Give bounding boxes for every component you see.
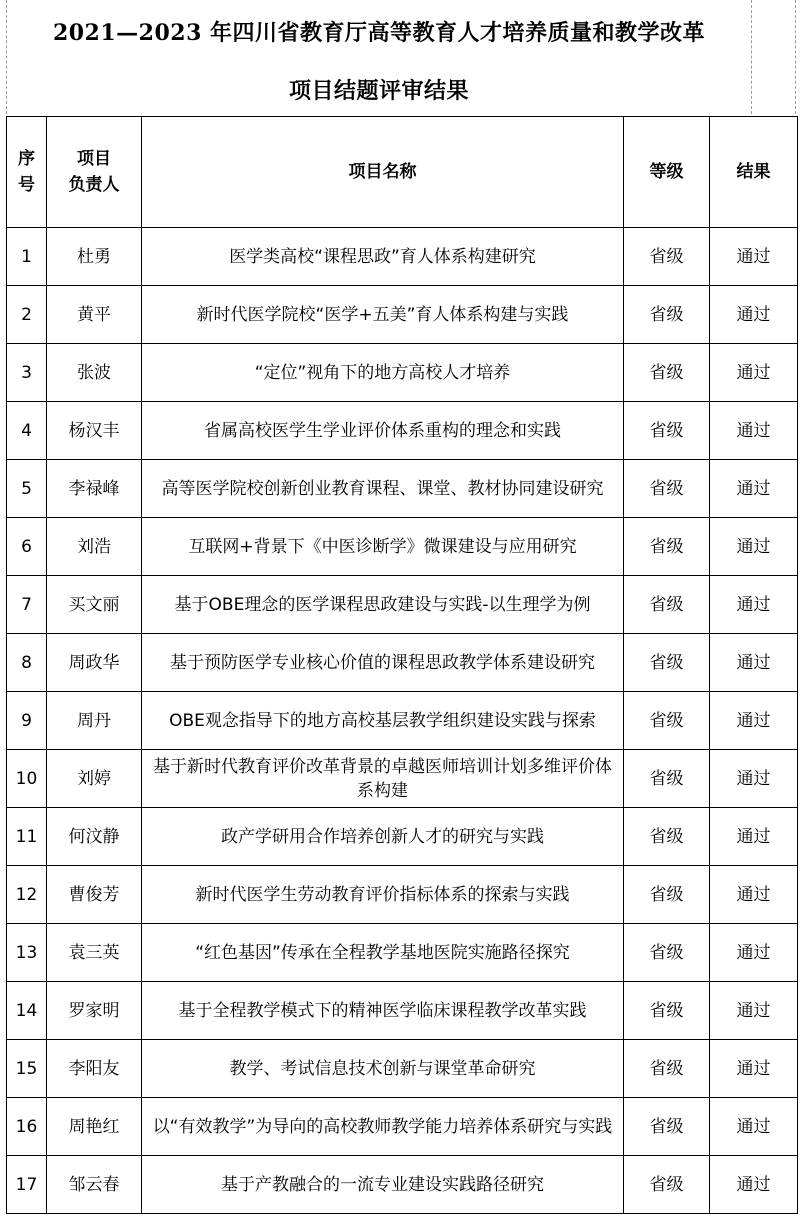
seq-cell: 13 [7,924,47,982]
table-row [7,518,798,576]
project-name-cell: 基于新时代教育评价改革背景的卓越医师培训计划多维评价体系构建 [142,750,624,808]
project-name-cell: 高等医学院校创新创业教育课程、课堂、教材协同建设研究 [142,460,624,518]
table-row [7,924,798,982]
header-seq-line-2: 号 [18,175,35,195]
table-row [7,576,798,634]
project-name-cell: 新时代医学生劳动教育评价指标体系的探索与实践 [142,866,624,924]
header-leader-line-1: 项目 [77,149,111,169]
table-row [7,692,798,750]
project-name-cell: OBE观念指导下的地方高校基层教学组织建设实践与探索 [142,692,624,750]
leader-cell: 杨汉丰 [47,402,142,460]
seq-cell: 14 [7,982,47,1040]
table-body [7,228,798,1214]
table-row [7,634,798,692]
result-cell: 通过 [710,750,798,808]
project-name-cell: 医学类高校“课程思政”育人体系构建研究 [142,228,624,286]
table-header [7,117,798,228]
seq-cell: 12 [7,866,47,924]
grade-cell: 省级 [624,866,710,924]
leader-cell: 袁三英 [47,924,142,982]
leader-cell: 李阳友 [47,1040,142,1098]
project-name-cell: “红色基因”传承在全程教学基地医院实施路径探究 [142,924,624,982]
result-cell: 通过 [710,1156,798,1214]
grade-cell: 省级 [624,1156,710,1214]
grade-cell: 省级 [624,402,710,460]
result-cell: 通过 [710,634,798,692]
table-row [7,344,798,402]
table-row [7,460,798,518]
seq-cell: 16 [7,1098,47,1156]
table-row [7,1156,798,1214]
project-name-cell: 教学、考试信息技术创新与课堂革命研究 [142,1040,624,1098]
table-row [7,286,798,344]
grade-cell: 省级 [624,460,710,518]
seq-cell: 3 [7,344,47,402]
table-row [7,982,798,1040]
result-cell: 通过 [710,982,798,1040]
grade-cell: 省级 [624,924,710,982]
project-name-cell: 政产学研用合作培养创新人才的研究与实践 [142,808,624,866]
leader-cell: 何汶静 [47,808,142,866]
header-project-name: 项目名称 [142,117,624,228]
result-cell: 通过 [710,286,798,344]
project-name-cell: “定位”视角下的地方高校人才培养 [142,344,624,402]
table-row [7,1040,798,1098]
project-name-cell: 省属高校医学生学业评价体系重构的理念和实践 [142,402,624,460]
leader-cell: 罗家明 [47,982,142,1040]
result-cell: 通过 [710,1040,798,1098]
page-edge-guide [795,0,796,114]
leader-cell: 刘浩 [47,518,142,576]
seq-cell: 2 [7,286,47,344]
grade-cell: 省级 [624,286,710,344]
result-cell: 通过 [710,228,798,286]
header-leader-line-2: 负责人 [68,175,120,195]
project-name-cell: 以“有效教学”为导向的高校教师教学能力培养体系研究与实践 [142,1098,624,1156]
result-cell: 通过 [710,460,798,518]
project-name-cell: 互联网+背景下《中医诊断学》微课建设与应用研究 [142,518,624,576]
result-cell: 通过 [710,692,798,750]
grade-cell: 省级 [624,576,710,634]
document-title-line-1: 2021—2023 年四川省教育厅高等教育人才培养质量和教学改革 [52,20,706,46]
result-cell: 通过 [710,576,798,634]
table-row [7,228,798,286]
result-cell: 通过 [710,344,798,402]
project-name-cell: 基于产教融合的一流专业建设实践路径研究 [142,1156,624,1214]
grade-cell: 省级 [624,1040,710,1098]
leader-cell: 曹俊芳 [47,866,142,924]
grade-cell: 省级 [624,344,710,402]
grade-cell: 省级 [624,518,710,576]
seq-cell: 15 [7,1040,47,1098]
result-cell: 通过 [710,866,798,924]
result-cell: 通过 [710,924,798,982]
document-title-line-2: 项目结题评审结果 [288,78,469,104]
header-seq [7,117,47,228]
seq-cell: 10 [7,750,47,808]
table-row [7,1098,798,1156]
leader-cell: 周丹 [47,692,142,750]
seq-cell: 8 [7,634,47,692]
leader-cell: 邹云春 [47,1156,142,1214]
leader-cell: 周艳红 [47,1098,142,1156]
seq-cell: 6 [7,518,47,576]
grade-cell: 省级 [624,982,710,1040]
project-name-cell: 基于全程教学模式下的精神医学临床课程教学改革实践 [142,982,624,1040]
header-row [7,117,798,228]
seq-cell: 17 [7,1156,47,1214]
grade-cell: 省级 [624,750,710,808]
grade-cell: 省级 [624,1098,710,1156]
result-cell: 通过 [710,1098,798,1156]
project-name-cell: 新时代医学院校“医学+五美”育人体系构建与实践 [142,286,624,344]
project-name-cell: 基于OBE理念的医学课程思政建设与实践-以生理学为例 [142,576,624,634]
header-seq-line-1: 序 [18,149,35,169]
table-row [7,402,798,460]
leader-cell: 李禄峰 [47,460,142,518]
result-cell: 通过 [710,808,798,866]
table-row [7,808,798,866]
leader-cell: 黄平 [47,286,142,344]
grade-cell: 省级 [624,808,710,866]
leader-cell: 张波 [47,344,142,402]
leader-cell: 刘婷 [47,750,142,808]
seq-cell: 9 [7,692,47,750]
leader-cell: 杜勇 [47,228,142,286]
grade-cell: 省级 [624,634,710,692]
header-grade: 等级 [624,117,710,228]
table-row [7,866,798,924]
project-name-cell: 基于预防医学专业核心价值的课程思政教学体系建设研究 [142,634,624,692]
grade-cell: 省级 [624,228,710,286]
leader-cell: 周政华 [47,634,142,692]
seq-cell: 11 [7,808,47,866]
seq-cell: 7 [7,576,47,634]
table-row [7,750,798,808]
title-block [6,0,752,114]
grade-cell: 省级 [624,692,710,750]
header-result: 结果 [710,117,798,228]
results-table [6,116,798,1214]
result-cell: 通过 [710,402,798,460]
seq-cell: 5 [7,460,47,518]
seq-cell: 1 [7,228,47,286]
result-cell: 通过 [710,518,798,576]
header-leader [47,117,142,228]
leader-cell: 买文丽 [47,576,142,634]
seq-cell: 4 [7,402,47,460]
